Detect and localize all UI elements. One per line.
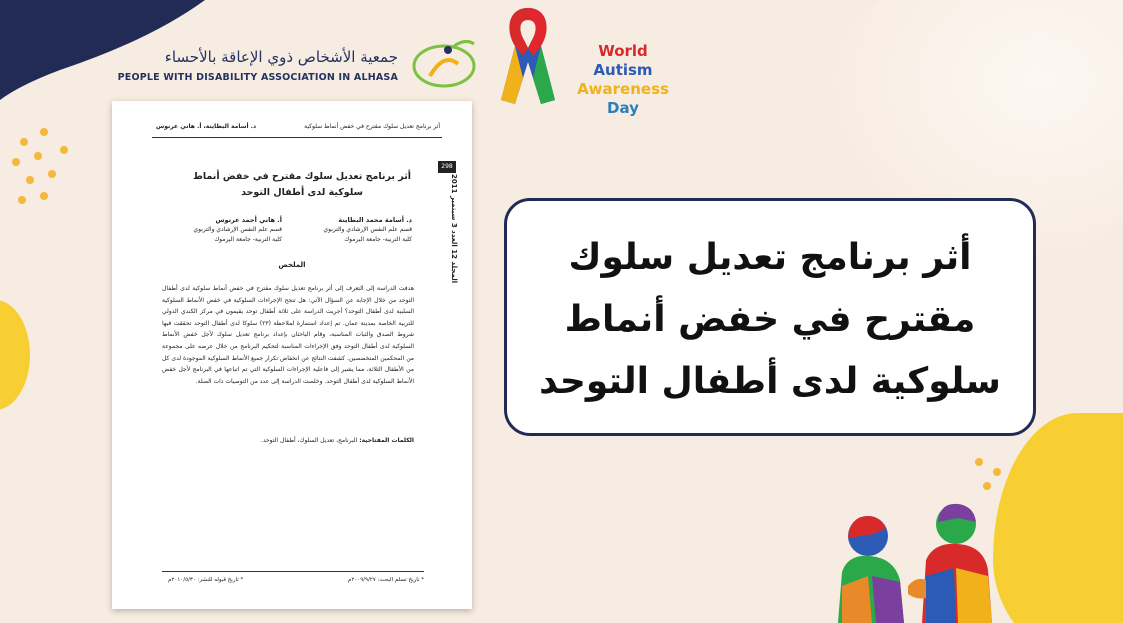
- keywords-label: الكلمات المفتاحية:: [359, 437, 414, 444]
- wad-line-awareness: Awareness: [577, 80, 669, 98]
- author-2-college: كلية التربية- جامعة اليرموك: [214, 236, 282, 243]
- abstract-heading: الملخص: [278, 261, 306, 269]
- association-name-ar: جمعية الأشخاص ذوي الإعاقة بالأحساء: [164, 48, 398, 66]
- running-header-authors: د. أسامة البطاينة، أ. هاني عرنوس: [156, 123, 257, 130]
- footnote-accepted: * تاريخ قبوله للنشر: ٢٠١٠/٥/٣٠م: [168, 577, 244, 583]
- headline-title: أثر برنامج تعديل سلوك مقترح في خفض أنماط سلوكية لدى أطفال التوحد: [539, 237, 1001, 402]
- header-rule: [152, 137, 442, 138]
- research-paper-page: [112, 101, 472, 609]
- wad-line-autism: Autism: [593, 61, 653, 79]
- footnote-rule: [162, 571, 424, 572]
- page-number: 298: [438, 161, 456, 173]
- abstract-text: هدفت الدراسة إلى التعرف إلى أثر برنامج تعديل سلوك مقترح في خفض أنماط سلوكية لدى أطفال التوحد من خلال الإجابة عن السؤال الآتي: هل تنجح الإجراءات السلوكية في خفض الأنماط السلوكية السلبية لدى أطفال التوحد؟ أجريت الدراسة على ثلاثة أطفال توحد يقيمون في مركز الكندي الدولي للتربية الخاصة بمدينة عمان. تم إعداد استمارة لملاحظة (٢٣) سلوكا لدى أطفال التوحد تحققت فيها شروط الصدق والثبات المناسبة، وقام الباحثان بإعداد برنامج تعديل سلوك لأجل خفض الأنماط السلوكية لدى أطفال التوحد وفق الإجراءات المناسبة لتحكيم البرنامج من خلال عرضه على مجموعة من المحكمين المتخصصين. كشفت النتائج عن انخفاض تكرار جميع الأنماط السلوكية الموجودة لدى كل من الأطفال الثلاثة، مما يشير إلى فاعلية الإجراءات السلوكية التي تم اتباعها في البرنامج لأجل خفض الأنماط السلوكية لدى أطفال التوحد. وخلصت الدراسة إلى عدد من التوصيات ذات الصلة.: [162, 285, 414, 385]
- keywords: [261, 437, 414, 444]
- yellow-blob-left: [0, 300, 30, 410]
- footnote-received: * تاريخ تسلم البحث: ٢٠٠٩/٩/٢٧م: [347, 577, 424, 583]
- association-logo-icon: [404, 34, 484, 92]
- yellow-blob-right: [993, 413, 1123, 623]
- wad-line-world: World: [598, 42, 648, 60]
- author-1-name: د. أسامة محمد البطاينة: [338, 216, 412, 224]
- author-1-college: كلية التربية- جامعة اليرموك: [344, 236, 412, 243]
- author-2: [172, 215, 282, 245]
- association-logo: [117, 32, 490, 92]
- paper-title: أثر برنامج تعديل سلوك مقترح في خفض أنماط سلوكية لدى أطفال التوحد: [192, 171, 412, 198]
- association-name-en: PEOPLE WITH DISABILITY ASSOCIATION IN ALHASA: [117, 72, 398, 83]
- world-autism-awareness-day: [568, 42, 678, 118]
- keywords-values: البرنامج، تعديل السلوك، أطفال التوحد.: [260, 437, 358, 444]
- headline-card: [504, 198, 1036, 436]
- author-1: [302, 215, 412, 245]
- puzzle-children-icon: [828, 476, 998, 623]
- author-1-dept: قسم علم النفس الإرشادي والتربوي: [323, 226, 412, 233]
- author-2-name: أ. هاني أحمد عرنوس: [215, 216, 282, 224]
- puzzle-ribbon-icon: [493, 0, 563, 108]
- author-2-dept: قسم علم النفس الإرشادي والتربوي: [193, 226, 282, 233]
- volume-info: المجلد 12 العدد 3 سبتمبر 2011: [450, 173, 458, 283]
- running-header-title: أثر برنامج تعديل سلوك مقترح في خفض أنماط سلوكية: [304, 123, 440, 130]
- wad-line-day: Day: [607, 99, 639, 117]
